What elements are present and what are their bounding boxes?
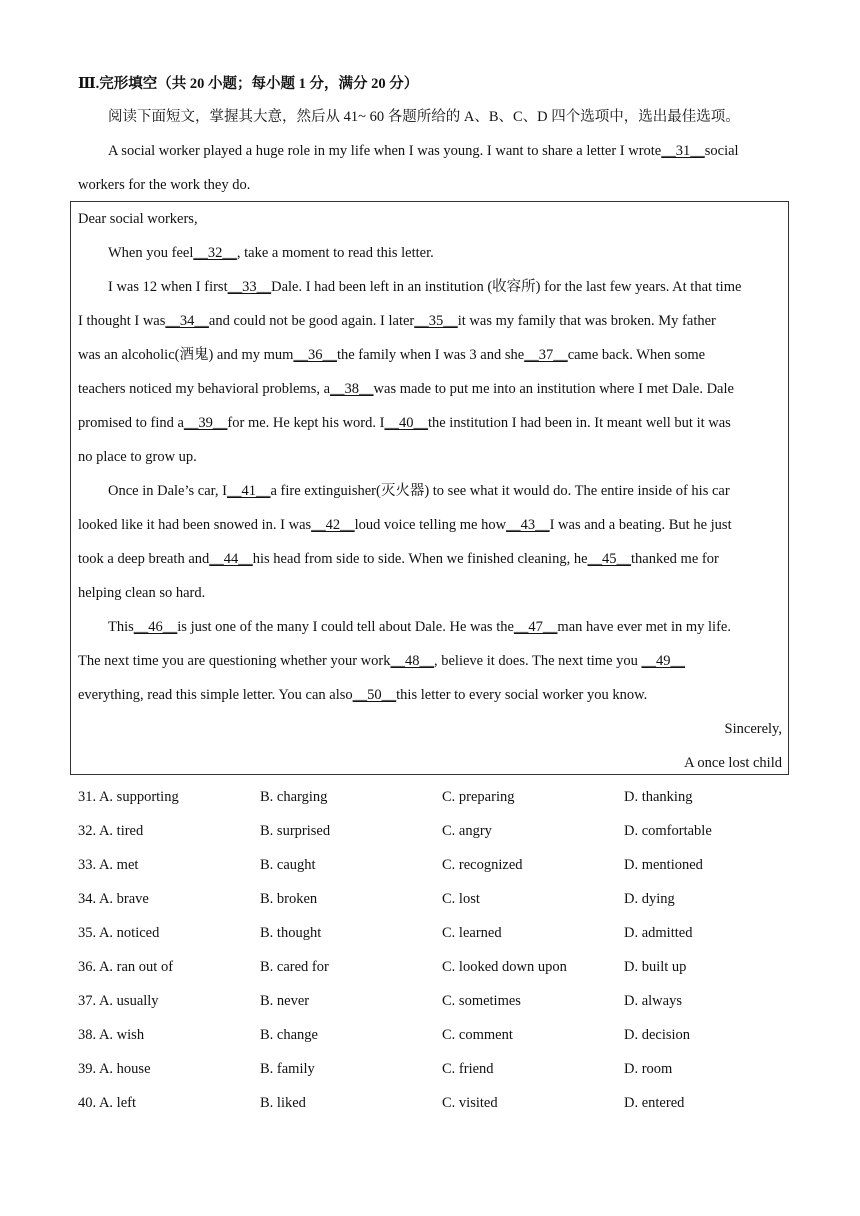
letter-line — [108, 617, 731, 637]
option-a: 32. A. tired — [78, 823, 144, 839]
option-b: B. never — [260, 993, 310, 1009]
letter-text: When you feel — [108, 245, 194, 261]
letter-text: and could not be good again. I later — [208, 313, 415, 329]
option-d: D. comfortable — [624, 823, 712, 839]
letter-line — [78, 345, 705, 365]
letter-greeting: Dear social workers, — [78, 211, 198, 227]
option-a: 31. A. supporting — [78, 789, 179, 805]
option-b: B. broken — [260, 891, 318, 907]
blank-37: __37__ — [524, 347, 568, 363]
letter-text: is just one of the many I could tell about Dale. He was the — [177, 619, 514, 635]
intro-text: A social worker played a huge role in my life when I was young. I want to share a letter I wrote — [108, 143, 662, 159]
letter-line — [78, 379, 734, 399]
letter-text: man have ever met in my life. — [557, 619, 731, 635]
option-d: D. always — [624, 993, 682, 1009]
blank-34: __34__ — [165, 313, 209, 329]
letter-text: the institution I had been in. It meant well but it was — [427, 415, 731, 431]
letter-text: thanked me for — [631, 551, 719, 567]
letter-text: Once in Dale’s car, I — [108, 483, 227, 499]
letter-text: I thought I was — [78, 313, 166, 329]
intro-line-2: workers for the work they do. — [78, 177, 251, 193]
blank-49: __49__ — [641, 653, 686, 669]
option-c: C. looked down upon — [442, 959, 567, 975]
blank-36: __36__ — [293, 347, 337, 363]
blank-41: __41__ — [227, 483, 271, 499]
letter-text: I was 12 when I first — [108, 279, 228, 295]
option-d: D. thanking — [624, 789, 693, 805]
option-c: C. friend — [442, 1061, 494, 1077]
letter-closing: Sincerely, — [724, 721, 782, 737]
letter-text: for me. He kept his word. I — [227, 415, 385, 431]
letter-text: this letter to every social worker you know. — [396, 687, 648, 703]
letter-line — [78, 549, 719, 569]
option-b: B. caught — [260, 857, 316, 873]
option-d: D. entered — [624, 1095, 685, 1111]
option-a: 34. A. brave — [78, 891, 149, 907]
option-b: B. family — [260, 1061, 315, 1077]
option-b: B. charging — [260, 789, 328, 805]
option-d: D. admitted — [624, 925, 693, 941]
option-a: 37. A. usually — [78, 993, 159, 1009]
blank-35: __35__ — [414, 313, 458, 329]
blank-47: __47__ — [513, 619, 558, 635]
letter-text: The next time you are questioning whether your work — [78, 653, 391, 669]
blank-43: __43__ — [506, 517, 550, 533]
option-d: D. dying — [624, 891, 675, 907]
letter-text: everything, read this simple letter. You can also — [78, 687, 353, 703]
letter-text: was an alcoholic(酒鬼) and my mum — [78, 347, 294, 363]
letter-text: This — [108, 619, 134, 635]
option-c: C. comment — [442, 1027, 513, 1043]
letter-text: loud voice telling me how — [354, 517, 507, 533]
letter-text: his head from side to side. When we finished cleaning, he — [252, 551, 588, 567]
option-c: C. learned — [442, 925, 502, 941]
option-d: D. room — [624, 1061, 673, 1077]
option-b: B. thought — [260, 925, 322, 941]
letter-text: teachers noticed my behavioral problems, a — [78, 381, 331, 397]
blank-46: __46__ — [133, 619, 178, 635]
blank-45: __45__ — [587, 551, 632, 567]
option-d: D. mentioned — [624, 857, 703, 873]
letter-line: helping clean so hard. — [78, 585, 206, 601]
blank-39: __39__ — [183, 415, 228, 431]
option-b: B. cared for — [260, 959, 329, 975]
option-a: 33. A. met — [78, 857, 139, 873]
option-c: C. lost — [442, 891, 480, 907]
option-a: 39. A. house — [78, 1061, 151, 1077]
section-heading: Ⅲ.完形填空（共 20 小题；每小题 1 分，满分 20 分） — [78, 76, 419, 92]
option-a: 36. A. ran out of — [78, 959, 174, 975]
blank-48: __48__ — [390, 653, 434, 669]
option-b: B. surprised — [260, 823, 331, 839]
intro-line-1 — [108, 141, 739, 161]
option-c: C. angry — [442, 823, 492, 839]
option-a: 38. A. wish — [78, 1027, 145, 1043]
letter-line — [108, 277, 741, 297]
letter-line — [78, 651, 685, 671]
blank-50: __50__ — [352, 687, 397, 703]
letter-text: a fire extinguisher(灭火器) to see what it would do. The entire inside of his car — [270, 483, 730, 499]
option-c: C. preparing — [442, 789, 515, 805]
letter-text: Dale. I had been left in an institution (收容所) for the last few years. At that time — [271, 279, 742, 295]
option-d: D. decision — [624, 1027, 691, 1043]
blank-42: __42__ — [311, 517, 355, 533]
option-a: 40. A. left — [78, 1095, 136, 1111]
option-d: D. built up — [624, 959, 687, 975]
letter-text: took a deep breath and — [78, 551, 210, 567]
letter-line — [78, 413, 731, 433]
letter-text: I was and a beating. But he just — [549, 517, 732, 533]
letter-text: came back. When some — [567, 347, 706, 363]
letter-text: looked like it had been snowed in. I was — [78, 517, 312, 533]
letter-text: promised to find a — [78, 415, 184, 431]
option-b: B. change — [260, 1027, 318, 1043]
letter-text: was made to put me into an institution where I met Dale. Dale — [373, 381, 734, 397]
letter-line — [78, 311, 716, 331]
letter-signature: A once lost child — [684, 755, 782, 771]
blank-33: __33__ — [227, 279, 272, 295]
option-c: C. sometimes — [442, 993, 521, 1009]
letter-text: , believe it does. The next time you — [433, 653, 638, 669]
section-instruction: 阅读下面短文，掌握其大意，然后从 41~ 60 各题所给的 A、B、C、D 四个选项中，选出最佳选项。 — [108, 109, 740, 125]
option-c: C. recognized — [442, 857, 523, 873]
letter-text: , take a moment to read this letter. — [236, 245, 434, 261]
blank-32: __32__ — [193, 245, 237, 261]
option-a: 35. A. noticed — [78, 925, 160, 941]
letter-line — [78, 685, 647, 705]
intro-text: social — [704, 143, 739, 159]
blank-38: __38__ — [330, 381, 374, 397]
letter-text: the family when I was 3 and she — [336, 347, 525, 363]
blank-31: __31__ — [661, 143, 705, 159]
blank-40: __40__ — [384, 415, 428, 431]
letter-line — [108, 243, 434, 263]
blank-44: __44__ — [209, 551, 253, 567]
letter-line — [78, 515, 732, 535]
letter-text: it was my family that was broken. My father — [457, 313, 716, 329]
option-c: C. visited — [442, 1095, 498, 1111]
letter-line: no place to grow up. — [78, 449, 197, 465]
option-b: B. liked — [260, 1095, 306, 1111]
letter-line — [108, 481, 730, 501]
